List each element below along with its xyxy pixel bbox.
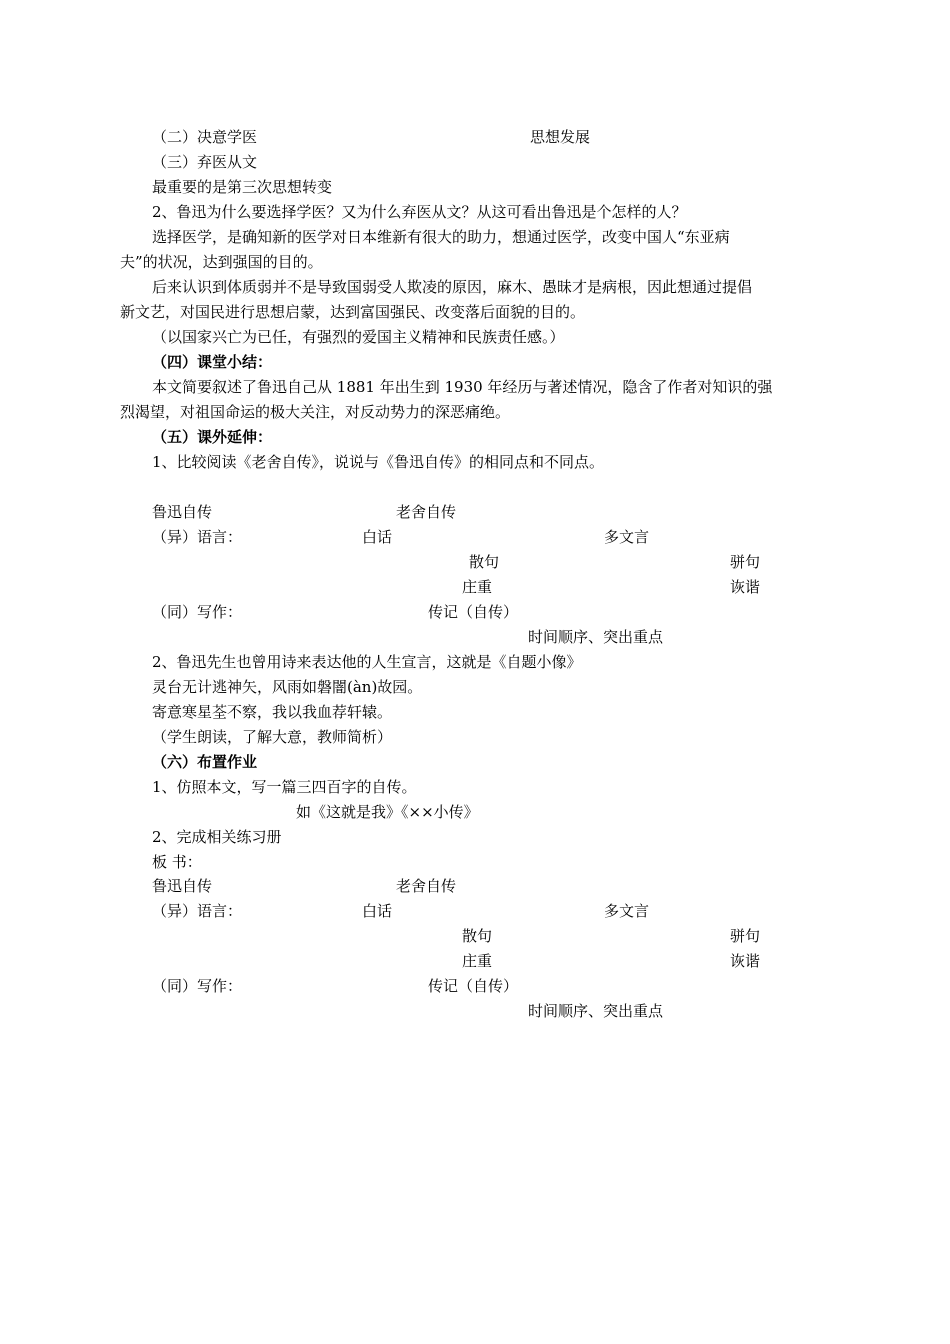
paragraph-line: 新文艺，对国民进行思想启蒙，达到富国强民、改变落后面貌的目的。 [120, 303, 586, 321]
homework-example: 如《这就是我》《××小传》 [296, 803, 479, 821]
homework-item: 1、仿照本文，写一篇三四百字的自传。 [152, 778, 417, 796]
comparison-value: 时间顺序、突出重点 [528, 628, 664, 646]
poem-line: 灵台无计逃神矢，风雨如磐闇(àn)故园。 [152, 678, 423, 696]
comparison-title: 鲁迅自传 [152, 503, 213, 521]
board-heading: 板 书： [152, 853, 202, 871]
comparison-value: 白话 [362, 902, 393, 920]
section-heading: （三）弃医从文 [152, 153, 258, 171]
comparison-label: （同）写作： [152, 603, 243, 621]
comparison-value: 传记（自传） [428, 977, 519, 995]
comparison-value: 骈句 [730, 927, 761, 945]
note: （学生朗读，了解大意，教师简析） [152, 728, 393, 746]
comparison-title: 老舍自传 [396, 503, 457, 521]
comparison-value: 散句 [469, 553, 500, 571]
section-heading: （六）布置作业 [152, 753, 258, 771]
question: 1、比较阅读《老舍自传》，说说与《鲁迅自传》的相同点和不同点。 [152, 453, 605, 471]
comparison-value: 多文言 [604, 902, 650, 920]
comparison-value: 多文言 [604, 528, 650, 546]
comparison-title: 老舍自传 [396, 877, 457, 895]
comparison-value: 诙谐 [730, 952, 761, 970]
paragraph-line: 本文简要叙述了鲁迅自己从 1881 年出生到 1930 年经历与著述情况，隐含了作者对知识的强 [152, 378, 773, 396]
homework-item: 2、完成相关练习册 [152, 828, 282, 846]
comparison-label: （异）语言： [152, 902, 243, 920]
paragraph-line: 夫”的状况，达到强国的目的。 [120, 253, 323, 271]
section-heading: （五）课外延伸： [152, 428, 273, 446]
section-heading: （二）决意学医 [152, 128, 258, 146]
comparison-value: 散句 [462, 927, 493, 945]
question: 2、鲁迅为什么要选择学医？又为什么弃医从文？从这可看出鲁迅是个怎样的人？ [152, 203, 687, 221]
comparison-title: 鲁迅自传 [152, 877, 213, 895]
poem-line: 寄意寒星荃不察，我以我血荐轩辕。 [152, 703, 393, 721]
comparison-label: （同）写作： [152, 977, 243, 995]
paragraph-line: 后来认识到体质弱并不是导致国弱受人欺凌的原因，麻木、愚昧才是病根，因此想通过提倡 [152, 278, 753, 296]
section-heading: （四）课堂小结： [152, 353, 273, 371]
comparison-value: 时间顺序、突出重点 [528, 1002, 664, 1020]
comparison-value: 庄重 [462, 952, 493, 970]
comparison-value: 骈句 [730, 553, 761, 571]
comparison-value: 诙谐 [730, 578, 761, 596]
paragraph-line: 选择医学，是确知新的医学对日本维新有很大的助力，想通过医学，改变中国人“东亚病 [152, 228, 730, 246]
section-note: 思想发展 [530, 128, 591, 146]
comparison-value: 庄重 [462, 578, 493, 596]
question: 2、鲁迅先生也曾用诗来表达他的人生宣言，这就是《自题小像》 [152, 653, 582, 671]
comparison-label: （异）语言： [152, 528, 243, 546]
paragraph: （以国家兴亡为已任，有强烈的爱国主义精神和民族责任感。） [152, 328, 565, 346]
paragraph: 最重要的是第三次思想转变 [152, 178, 333, 196]
comparison-value: 传记（自传） [428, 603, 519, 621]
comparison-value: 白话 [362, 528, 393, 546]
paragraph-line: 烈渴望，对祖国命运的极大关注，对反动势力的深恶痛绝。 [120, 403, 511, 421]
